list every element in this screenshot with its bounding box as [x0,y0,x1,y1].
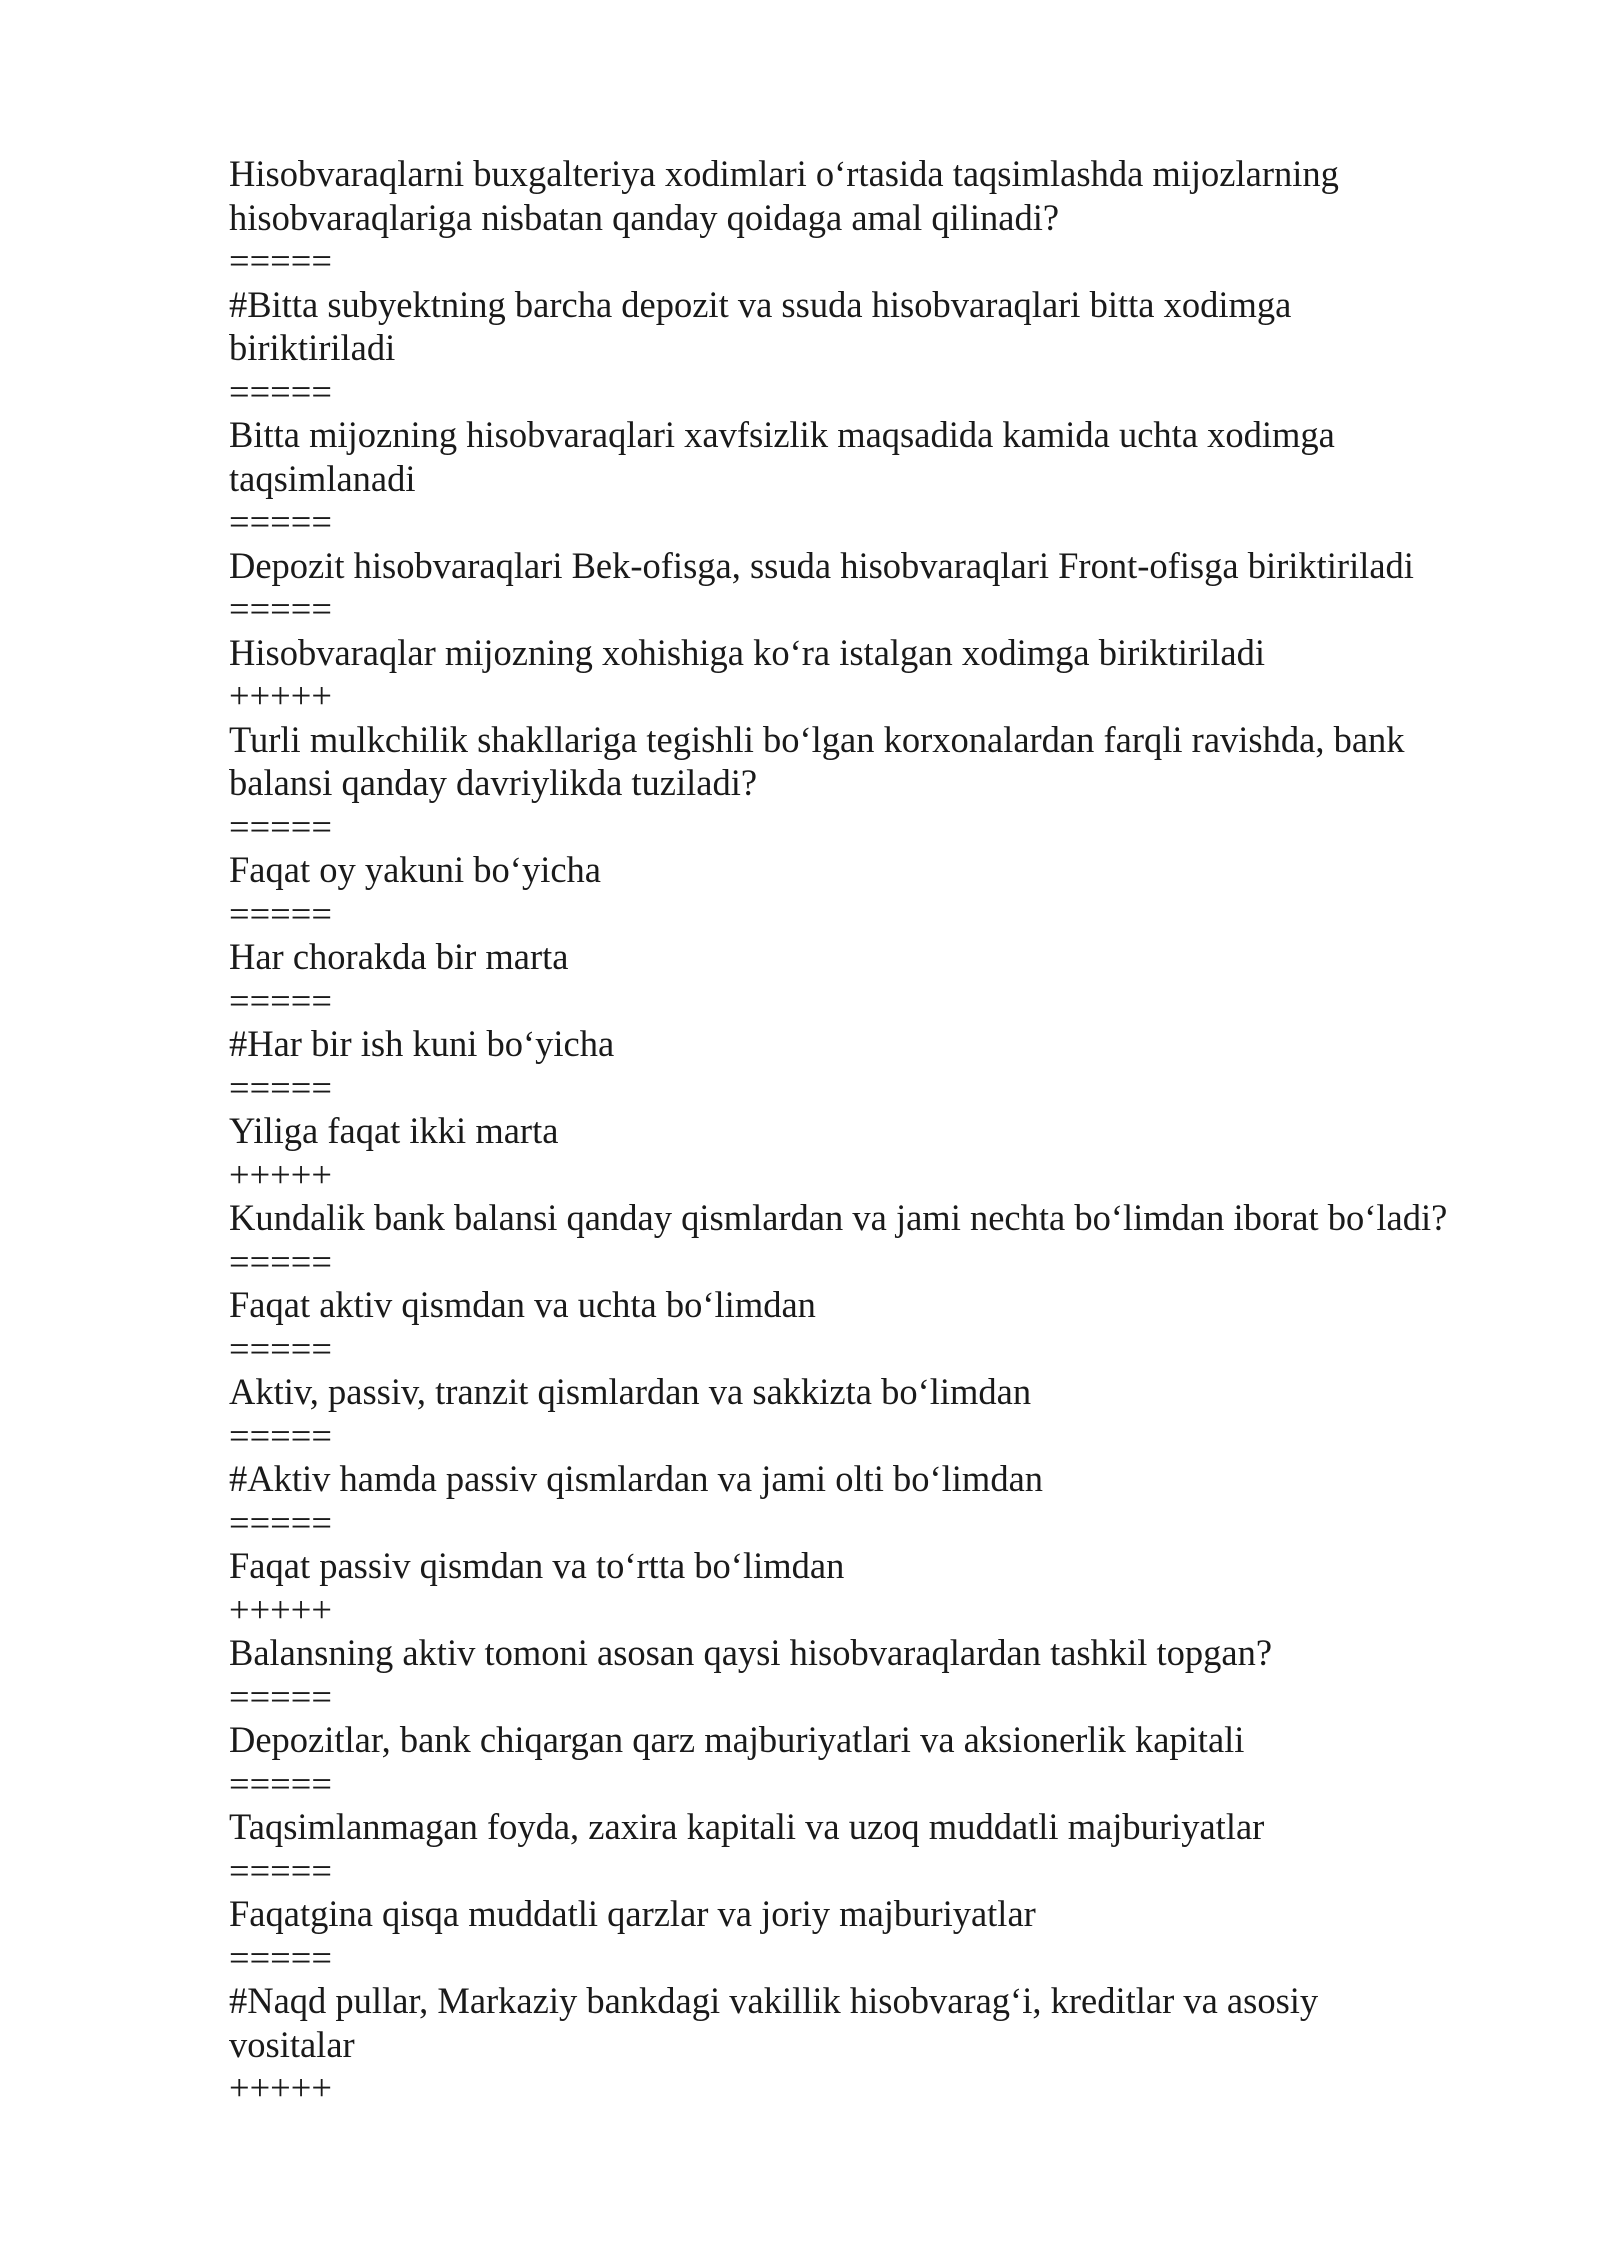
separator-line: ===== [229,1501,332,1543]
separator-line: ===== [229,892,332,934]
separator-line: ===== [229,588,332,629]
text-line: biriktiriladi [229,327,396,368]
separator-line: +++++ [229,1153,332,1195]
text-line: #Bitta subyektning barcha depozit va ssuda hisobvaraqlari bitta xodimga [229,283,1292,325]
separator-line: ===== [229,1066,332,1108]
separator-line: ===== [229,1327,332,1369]
separator-line: ===== [229,1675,332,1717]
text-line: Bitta mijozning hisobvaraqlari xavfsizlik maqsadida kamida uchta xodimga [229,414,1335,455]
text-line: Faqat aktiv qismdan va uchta bo‘limdan [229,1284,816,1325]
separator-line: +++++ [229,1588,332,1630]
text-line: balansi qanday davriylikda tuziladi? [229,762,758,803]
separator-line: ===== [229,1414,332,1456]
text-line: vositalar [229,2023,355,2065]
text-line: #Naqd pullar, Markaziy bankdagi vakillik hisobvarag‘i, kreditlar va asosiy [229,1980,1319,2021]
separator-line: ===== [229,501,332,542]
text-line: Faqat oy yakuni bo‘yicha [229,849,602,890]
text-line: Har chorakda bir marta [229,936,569,977]
separator-line: +++++ [229,2067,332,2108]
separator-line: ===== [229,1240,332,1282]
text-line: Aktiv, passiv, tranzit qismlardan va sakkizta bo‘limdan [229,1371,1032,1412]
separator-line: ===== [229,1936,332,1978]
text-line: Depozitlar, bank chiqargan qarz majburiyatlari va aksionerlik kapitali [229,1719,1245,1760]
text-line: #Aktiv hamda passiv qismlardan va jami olti bo‘limdan [229,1458,1044,1499]
text-line: Turli mulkchilik shakllariga tegishli bo‘lgan korxonalardan farqli ravishda, bank [229,718,1405,760]
separator-line: ===== [229,979,332,1021]
separator-line: ===== [229,805,332,847]
text-line: Taqsimlanmagan foyda, zaxira kapitali va uzoq muddatli majburiyatlar [229,1806,1265,1847]
text-line: Hisobvaraqlarni buxgalteriya xodimlari o‘rtasida taqsimlashda mijozlarning [229,153,1339,194]
separator-line: ===== [229,370,332,412]
text-line: Balansning aktiv tomoni asosan qaysi hisobvaraqlardan tashkil topgan? [229,1632,1273,1673]
separator-line: ===== [229,1849,332,1891]
text-line: hisobvaraqlariga nisbatan qanday qoidaga amal qilinadi? [229,196,1060,238]
document-page [229,152,1529,2110]
text-line: Depozit hisobvaraqlari Bek-ofisga, ssuda hisobvaraqlari Front-ofisga biriktiriladi [229,544,1414,586]
text-line: Faqat passiv qismdan va to‘rtta bo‘limdan [229,1545,845,1586]
text-line: #Har bir ish kuni bo‘yicha [229,1023,615,1064]
separator-line: +++++ [229,675,332,716]
text-line: Kundalik bank balansi qanday qismlardan va jami nechta bo‘limdan iborat bo‘ladi? [229,1197,1448,1238]
text-line: taqsimlanadi [229,457,416,499]
text-line: Yiliga faqat ikki marta [229,1110,559,1151]
separator-line: ===== [229,1762,332,1804]
text-line: Faqatgina qisqa muddatli qarzlar va joriy majburiyatlar [229,1893,1036,1934]
separator-line: ===== [229,240,332,281]
text-line: Hisobvaraqlar mijozning xohishiga ko‘ra istalgan xodimga biriktiriladi [229,631,1265,673]
